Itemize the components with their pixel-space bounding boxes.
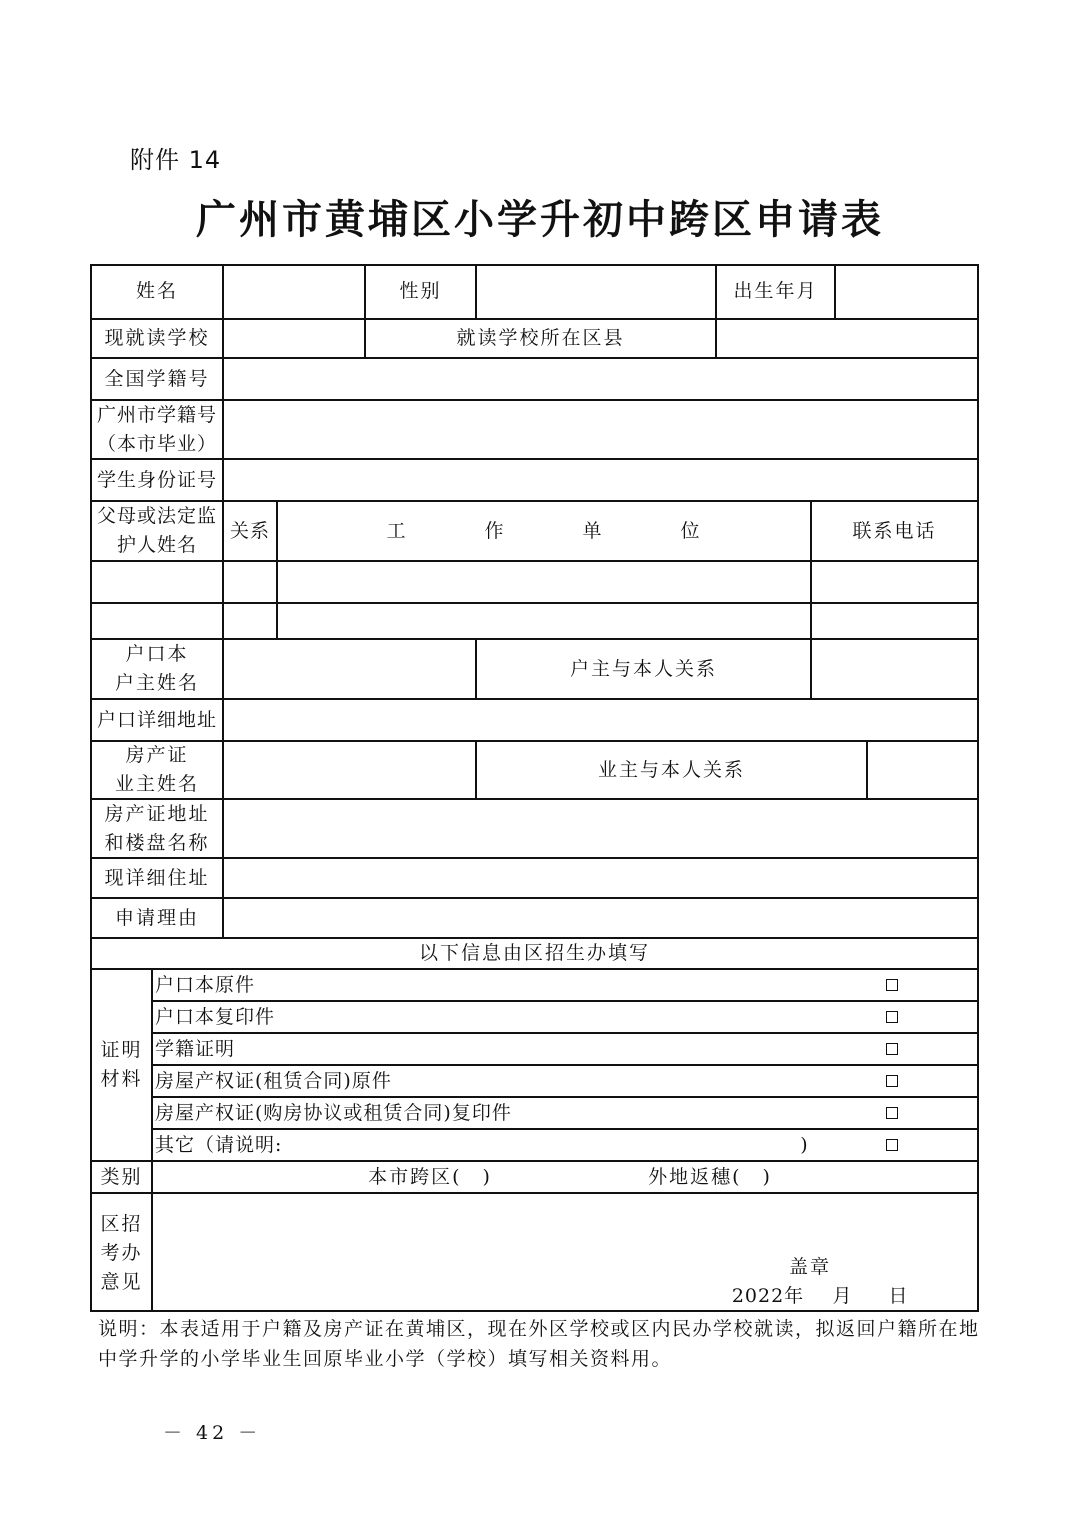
label-category: 类别 xyxy=(100,1165,143,1188)
work-unit-char: 位 xyxy=(680,519,702,542)
material-item: 户口本复印件 xyxy=(155,1005,276,1028)
label-guardian xyxy=(92,502,222,560)
label-proof-materials xyxy=(92,970,151,1160)
label-student-id: 学生身份证号 xyxy=(96,468,217,491)
national-id-field[interactable] xyxy=(224,359,977,399)
material-checkbox[interactable] xyxy=(886,1107,898,1119)
label-owner-relation: 业主与本人关系 xyxy=(597,758,745,781)
birth-field[interactable] xyxy=(836,264,977,318)
label-gz-id-line1: 广州市学籍号 xyxy=(96,403,217,426)
current-school-field[interactable] xyxy=(224,320,364,357)
guardian-1-phone-field[interactable] xyxy=(812,562,977,602)
gz-id-field[interactable] xyxy=(224,401,977,458)
material-item-other: 其它（请说明: xyxy=(155,1133,283,1156)
label-guardian-line2: 护人姓名 xyxy=(116,534,197,556)
label-proof-line1: 证明 xyxy=(100,1039,143,1061)
label-guardian-line1: 父母或法定监 xyxy=(96,505,217,527)
office-fill-header: 以下信息由区招生办填写 xyxy=(418,942,650,964)
owner-relation-field[interactable] xyxy=(868,742,977,798)
guardian-1-name-field[interactable] xyxy=(92,562,222,602)
label-relation: 关系 xyxy=(229,519,270,542)
hukou-address-field[interactable] xyxy=(224,700,977,740)
guardian-2-relation-field[interactable] xyxy=(224,604,276,638)
material-checkbox[interactable] xyxy=(886,979,898,991)
label-hukou-line1: 户口本 xyxy=(125,643,189,665)
label-property-addr-line2: 和楼盘名称 xyxy=(104,831,210,854)
guardian-1-work-field[interactable] xyxy=(278,562,810,602)
label-opinion xyxy=(92,1208,151,1298)
label-school-district: 就读学校所在区县 xyxy=(456,327,625,349)
date-month: 月 xyxy=(832,1284,854,1307)
label-name: 姓名 xyxy=(135,279,178,302)
material-item: 户口本原件 xyxy=(155,973,256,996)
row-line xyxy=(90,1160,979,1162)
label-property-addr-line1: 房产证地址 xyxy=(104,802,210,825)
work-unit-char: 工 xyxy=(386,519,408,542)
label-gz-id xyxy=(92,401,222,458)
guardian-1-relation-field[interactable] xyxy=(224,562,276,602)
guardian-2-name-field[interactable] xyxy=(92,604,222,638)
label-hukou-address: 户口详细地址 xyxy=(96,708,217,731)
form-note: 说明：本表适用于户籍及房产证在黄埔区，现在外区学校或区内民办学校就读，拟返回户籍所在地中学升学的小学毕业生回原毕业小学（学校）填写相关资料用。 xyxy=(98,1318,980,1370)
label-gz-id-line2: （本市毕业） xyxy=(96,432,217,455)
name-field[interactable] xyxy=(224,264,364,318)
material-checkbox[interactable] xyxy=(886,1043,898,1055)
current-address-field[interactable] xyxy=(224,859,977,897)
work-unit-char: 单 xyxy=(582,519,604,542)
material-item: 房屋产权证(租赁合同)原件 xyxy=(155,1069,392,1092)
label-national-id: 全国学籍号 xyxy=(104,367,210,390)
hukou-head-field[interactable] xyxy=(224,640,475,698)
page-number: － 42 － xyxy=(163,1422,262,1444)
label-work-unit xyxy=(278,502,810,560)
property-address-field[interactable] xyxy=(224,800,977,857)
label-property-line1: 房产证 xyxy=(125,744,189,766)
label-hukou-relation: 户主与本人关系 xyxy=(569,657,717,680)
label-hukou-head xyxy=(92,640,222,698)
label-opinion-line3: 意见 xyxy=(100,1270,143,1293)
school-district-field[interactable] xyxy=(717,320,977,357)
material-checkbox[interactable] xyxy=(886,1011,898,1023)
gender-field[interactable] xyxy=(477,264,715,318)
hukou-relation-field[interactable] xyxy=(812,640,977,698)
material-checkbox[interactable] xyxy=(886,1075,898,1087)
label-gender: 性别 xyxy=(399,279,442,302)
student-id-field[interactable] xyxy=(224,460,977,500)
label-property-owner xyxy=(92,742,222,798)
category-return-suihui[interactable]: 外地返穗( ) xyxy=(648,1165,772,1188)
label-phone: 联系电话 xyxy=(852,519,937,542)
col-line xyxy=(151,968,153,1312)
label-opinion-line1: 区招 xyxy=(100,1212,143,1235)
date-day: 日 xyxy=(888,1284,910,1307)
label-reason: 申请理由 xyxy=(114,906,199,929)
label-opinion-line2: 考办 xyxy=(100,1241,143,1264)
other-close-paren: ) xyxy=(800,1133,810,1156)
label-property-address xyxy=(92,800,222,857)
reason-field[interactable] xyxy=(224,899,977,937)
guardian-2-work-field[interactable] xyxy=(278,604,810,638)
material-item: 房屋产权证(购房协议或租赁合同)复印件 xyxy=(155,1101,512,1124)
seal-label: 盖章 xyxy=(788,1255,831,1278)
work-unit-char: 作 xyxy=(484,519,506,542)
date-year: 2022年 xyxy=(731,1284,805,1307)
label-current-school: 现就读学校 xyxy=(104,327,210,349)
label-proof-line2: 材料 xyxy=(100,1068,143,1090)
label-birth: 出生年月 xyxy=(733,279,818,302)
category-cross-city[interactable]: 本市跨区( ) xyxy=(368,1165,492,1188)
label-current-address: 现详细住址 xyxy=(104,866,210,889)
property-owner-field[interactable] xyxy=(224,742,475,798)
label-hukou-line2: 户主姓名 xyxy=(114,672,199,694)
material-checkbox[interactable] xyxy=(886,1139,898,1151)
guardian-2-phone-field[interactable] xyxy=(812,604,977,638)
label-property-line2: 业主姓名 xyxy=(114,773,199,795)
form-title: 广州市黄埔区小学升初中跨区申请表 xyxy=(196,196,884,243)
annex-label: 附件 14 xyxy=(130,146,222,174)
opinion-field[interactable] xyxy=(153,1194,977,1254)
material-item: 学籍证明 xyxy=(155,1037,236,1060)
